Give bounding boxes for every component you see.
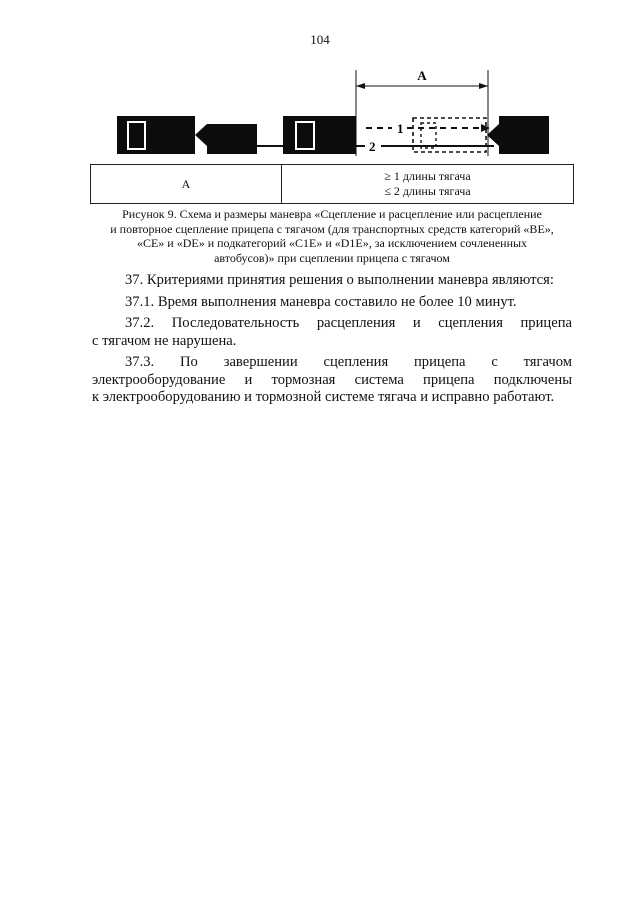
paragraph-37-3-line: электрооборудование и тормозная система прицепа подключены (92, 371, 572, 388)
dimensions-table (90, 164, 574, 204)
dimensions-table-label-cell (91, 165, 282, 203)
paragraph-37-2-line: с тягачом не нарушена. (92, 332, 237, 349)
paragraph-37-2-line: 37.2. Последовательность расцепления и сцепления прицепа (125, 315, 572, 331)
dimensions-table-value-cell (282, 165, 573, 203)
right-vehicle-hitch (487, 124, 499, 146)
figure-caption-line: автобусов)» при сцеплении прицепа с тягачом (214, 250, 450, 265)
maneuver-diagram (0, 60, 640, 160)
paragraph-37-3-line: к электрооборудованию и тормозной системе тягача и исправно работают. (92, 389, 555, 405)
paragraph-37: 37. Критериями принятия решения о выполнении маневра являются: (125, 272, 554, 288)
left-vehicle-hitch (195, 124, 207, 146)
dimensions-table-min: ≥ 1 длины тягача (384, 169, 471, 183)
figure-caption-line: Рисунок 9. Схема и размеры маневра «Сцепление и расцепление или расцепление (122, 207, 542, 221)
paragraph-37-3-line: 37.3. По завершении сцепления прицепа с тягачом (125, 354, 572, 370)
page-number: 104 (310, 32, 330, 47)
right-vehicle-body (499, 116, 549, 154)
paragraph-37-1: 37.1. Время выполнения маневра составило не более 10 минут. (125, 293, 517, 310)
dimension-a-right-arrow (479, 83, 488, 89)
dimension-a-left-arrow (356, 83, 365, 89)
dimensions-table-max: ≤ 2 длины тягача (384, 184, 471, 198)
path-2-label: 2 (369, 139, 376, 154)
left-vehicle-coupling (207, 124, 257, 154)
dimensions-table-label: A (181, 176, 191, 191)
middle-vehicle-body (283, 116, 356, 154)
dimension-a-label: A (417, 68, 427, 83)
body-text (92, 272, 572, 407)
ghost-vehicle-window (421, 123, 436, 148)
figure-caption-line: «СЕ» и «DE» и подкатегорий «С1Е» и «D1E», за исключением сочлененных (136, 236, 528, 250)
figure-caption (92, 207, 572, 265)
path-1-label: 1 (397, 121, 404, 136)
figure-caption-line: и повторное сцепление прицепа с тягачом (для транспортных средств категорий «ВЕ», (110, 221, 554, 236)
